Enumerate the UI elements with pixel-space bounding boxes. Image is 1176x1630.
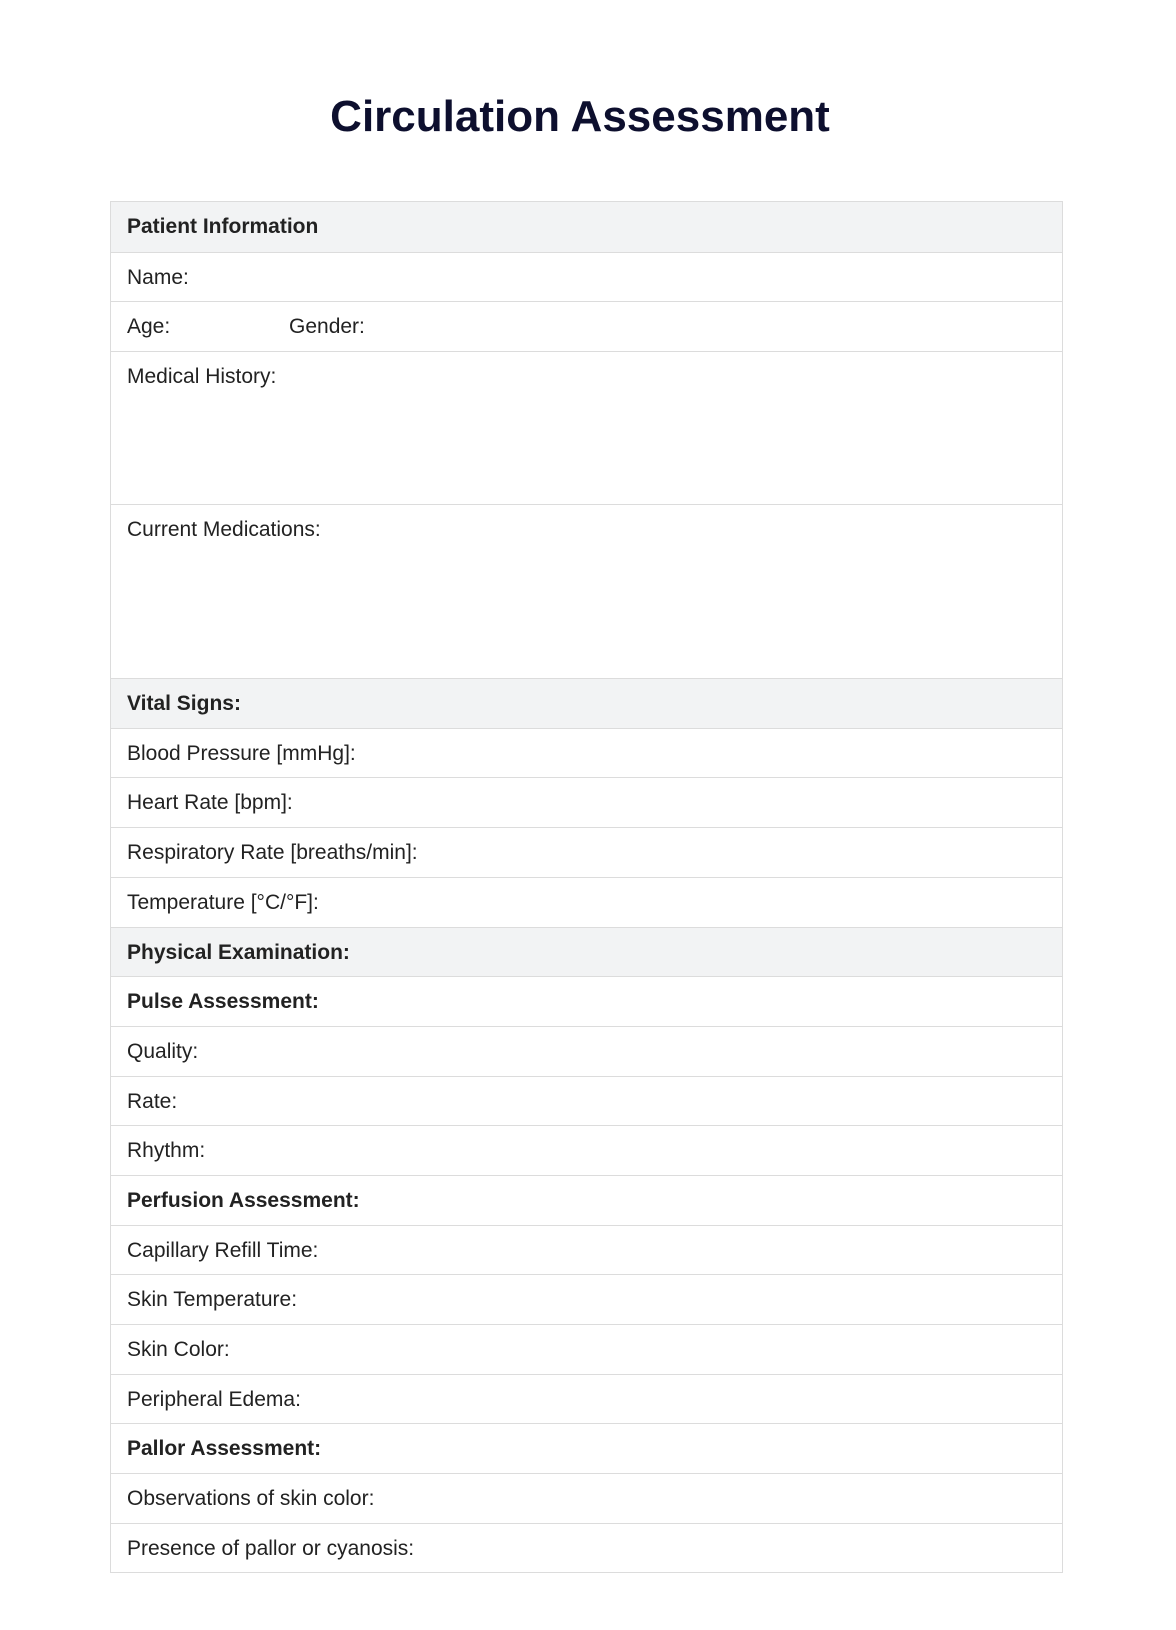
pulse-rate-field[interactable]: Rate: [111,1076,1062,1126]
age-gender-row [111,301,1062,351]
gender-field[interactable]: Gender: [289,315,365,339]
pulse-rhythm-field[interactable]: Rhythm: [111,1125,1062,1175]
pallor-cyanosis-field[interactable]: Presence of pallor or cyanosis: [111,1523,1062,1573]
name-field[interactable]: Name: [111,252,1062,302]
subheader-perfusion-assessment: Perfusion Assessment: [111,1175,1062,1225]
subheader-pulse-assessment: Pulse Assessment: [111,976,1062,1026]
temperature-field[interactable]: Temperature [°C/°F]: [111,877,1062,927]
section-header-patient-information: Patient Information [111,202,1062,252]
skin-temperature-field[interactable]: Skin Temperature: [111,1274,1062,1324]
assessment-form-table [110,201,1063,1573]
medical-history-field[interactable]: Medical History: [111,351,1062,504]
page-title: Circulation Assessment [330,92,830,141]
skin-color-observations-field[interactable]: Observations of skin color: [111,1473,1062,1523]
current-medications-field[interactable]: Current Medications: [111,504,1062,678]
capillary-refill-field[interactable]: Capillary Refill Time: [111,1225,1062,1275]
respiratory-rate-field[interactable]: Respiratory Rate [breaths/min]: [111,827,1062,877]
age-field[interactable]: Age: [127,315,171,339]
section-header-vital-signs: Vital Signs: [111,678,1062,728]
pulse-quality-field[interactable]: Quality: [111,1026,1062,1076]
peripheral-edema-field[interactable]: Peripheral Edema: [111,1374,1062,1424]
section-header-physical-examination: Physical Examination: [111,927,1062,977]
subheader-pallor-assessment: Pallor Assessment: [111,1423,1062,1473]
heart-rate-field[interactable]: Heart Rate [bpm]: [111,777,1062,827]
skin-color-field[interactable]: Skin Color: [111,1324,1062,1374]
blood-pressure-field[interactable]: Blood Pressure [mmHg]: [111,728,1062,778]
